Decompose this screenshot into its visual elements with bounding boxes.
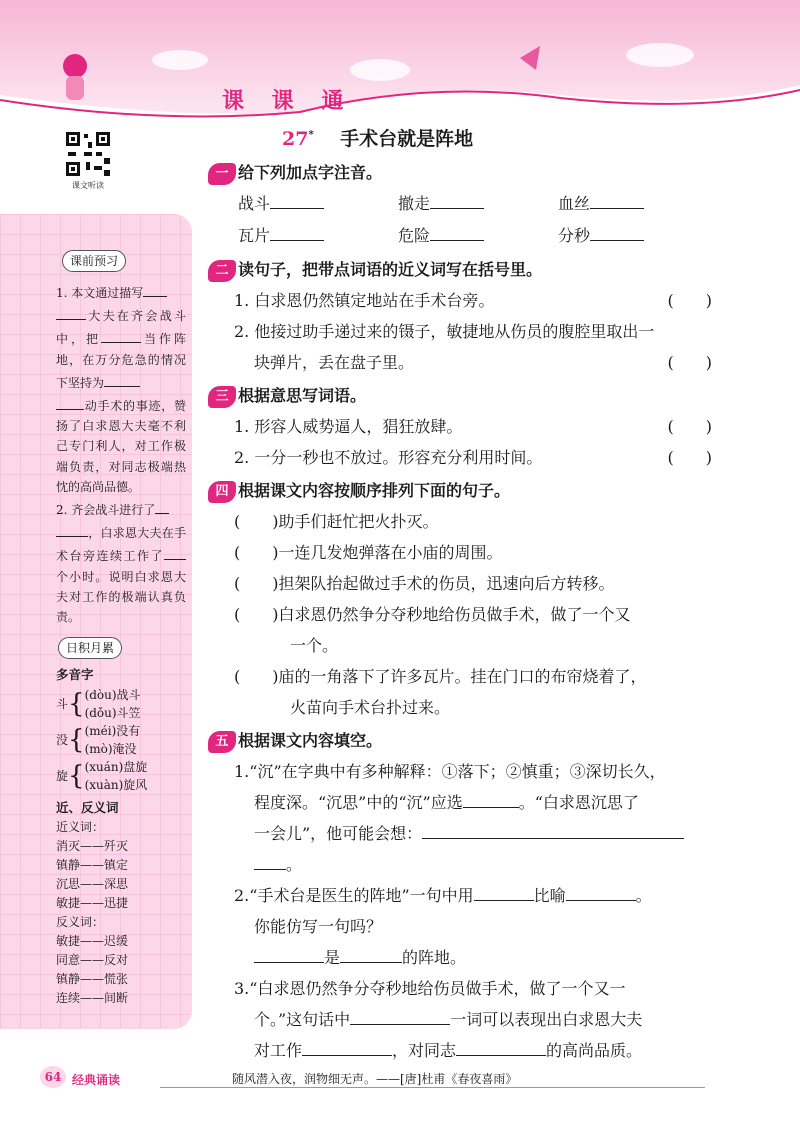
- main-content: [208, 155, 718, 1066]
- lesson-mark: *: [308, 129, 314, 141]
- book-title: 课 课 通: [222, 89, 354, 114]
- accum-badge: 日积月累: [58, 637, 122, 659]
- section-title: 读句子，把带点词语的近义词写在括号里。: [238, 260, 543, 279]
- section-2: 二 读句子，把带点词语的近义词写在括号里。 1. 白求恩仍然镇定地站在手术台旁。 ( ) 2. 他接过助手递过来的镊子，敏捷地从伤员的腹腔里取出一 块弹片，丢在盘子里。 ( ): [208, 255, 718, 378]
- preview-p2b: ，白求恩大夫在手术台旁连续工作了: [56, 526, 186, 564]
- poly-item: 斗 { (dòu)战斗 (dǒu)斗笠: [56, 687, 141, 720]
- section-4: 四 根据课文内容按顺序排列下面的句子。 ( )助手们赶忙把火扑灭。 ( )一连几发炮弹落在小庙的周围。 ( )担架队抬起做过手术的伤员，迅速向后方转移。 ( )白求恩仍然争分夺秒地给伤员做手术，做了一个又 一个。 ( )庙的一角落下了许多瓦片。挂在门口的布帘烧着了， 火苗向手术台扑过来。: [208, 476, 718, 723]
- section-number: 五: [208, 731, 236, 753]
- preview-text-2: [56, 497, 186, 627]
- section-title: 根据意思写词语。: [238, 386, 367, 405]
- synonym-heading: 近、反义词: [56, 799, 119, 815]
- preview-text: [56, 280, 186, 497]
- footer-divider: [160, 1087, 705, 1088]
- poly-item: 旋 { (xuán)盘旋 (xuàn)旋风: [56, 759, 148, 792]
- preview-p2: 2. 齐会战斗进行了: [56, 503, 156, 518]
- footer-label: 经典诵读: [72, 1073, 121, 1087]
- section-title: 给下列加点字注音。: [238, 163, 383, 182]
- header-banner: [0, 0, 800, 125]
- synonym-list: 近义词： 消灭——歼灭 镇静——镇定 沉思——深思 敏捷——迅捷 反义词： 敏捷——迟缓 同意——反对 镇静——慌张 连续——间断: [56, 820, 129, 1006]
- poly-item: 没 { (méi)没有 (mò)淹没: [56, 723, 141, 756]
- lesson-title: [282, 124, 473, 151]
- polyphone-heading: 多音字: [56, 667, 94, 683]
- preview-badge: 课前预习: [62, 250, 126, 272]
- lesson-title-text: 手术台就是阵地: [340, 128, 474, 150]
- section-title: 根据课文内容填空。: [238, 731, 383, 750]
- section-number: 三: [208, 386, 236, 408]
- sidebar-content: [56, 232, 186, 1008]
- preview-p2c: 个小时。说明白求恩大夫对工作的极端认真负责。: [56, 569, 186, 625]
- lesson-number: 27: [282, 128, 309, 150]
- section-number: 二: [208, 260, 236, 282]
- polyphone-list: [56, 686, 186, 794]
- page-number: 64: [40, 1066, 66, 1088]
- qr-code-icon: [64, 130, 112, 178]
- section-3: 三 根据意思写词语。 1. 形容人威势逼人，猖狂放肆。 ( ) 2. 一分一秒也不放过。形容充分利用时间。 ( ): [208, 381, 718, 473]
- section-1: 一 给下列加点字注音。 战斗 撤走 血丝 瓦片 危险 分秒: [208, 158, 718, 252]
- preview-p1d: 动手术的事迹，赞扬了白求恩大夫毫不利己专门利人，对工作极端负责，对同志极端热忱的高尚品德。: [56, 399, 186, 494]
- section-title: 根据课文内容按顺序排列下面的句子。: [238, 481, 511, 500]
- preview-p1b: 大夫在齐会战斗中，把: [56, 309, 186, 347]
- section-number: 四: [208, 481, 236, 503]
- preview-p1: 1. 本文通过描写: [56, 286, 144, 300]
- section-number: 一: [208, 163, 236, 185]
- qr-label: 课文听读: [72, 181, 104, 190]
- preview-p1c: 当作阵地，在万分危急的情况下坚持为: [56, 332, 186, 390]
- footer-poem: 随风潜入夜，润物细无声。——[唐]杜甫《春夜喜雨》: [232, 1072, 518, 1086]
- section-5: 五 根据课文内容填空。 1.“沉”在字典中有多种解释：①落下；②慎重；③深切长久， 程度深。“沉思”中的“沉”应选 。“白求恩沉思了 一会儿”，他可能会想： 。 2.“手术台是医生的阵地”一句中用 比喻 。 你能仿写一句吗？ 是 的阵地。 3.“白求恩仍然争分夺秒地给伤员做手术，做了一个又一 个。”这句话中 一词可以表现出白求恩大夫 对工作 ，对同志 的高尚品质。: [208, 726, 718, 1066]
